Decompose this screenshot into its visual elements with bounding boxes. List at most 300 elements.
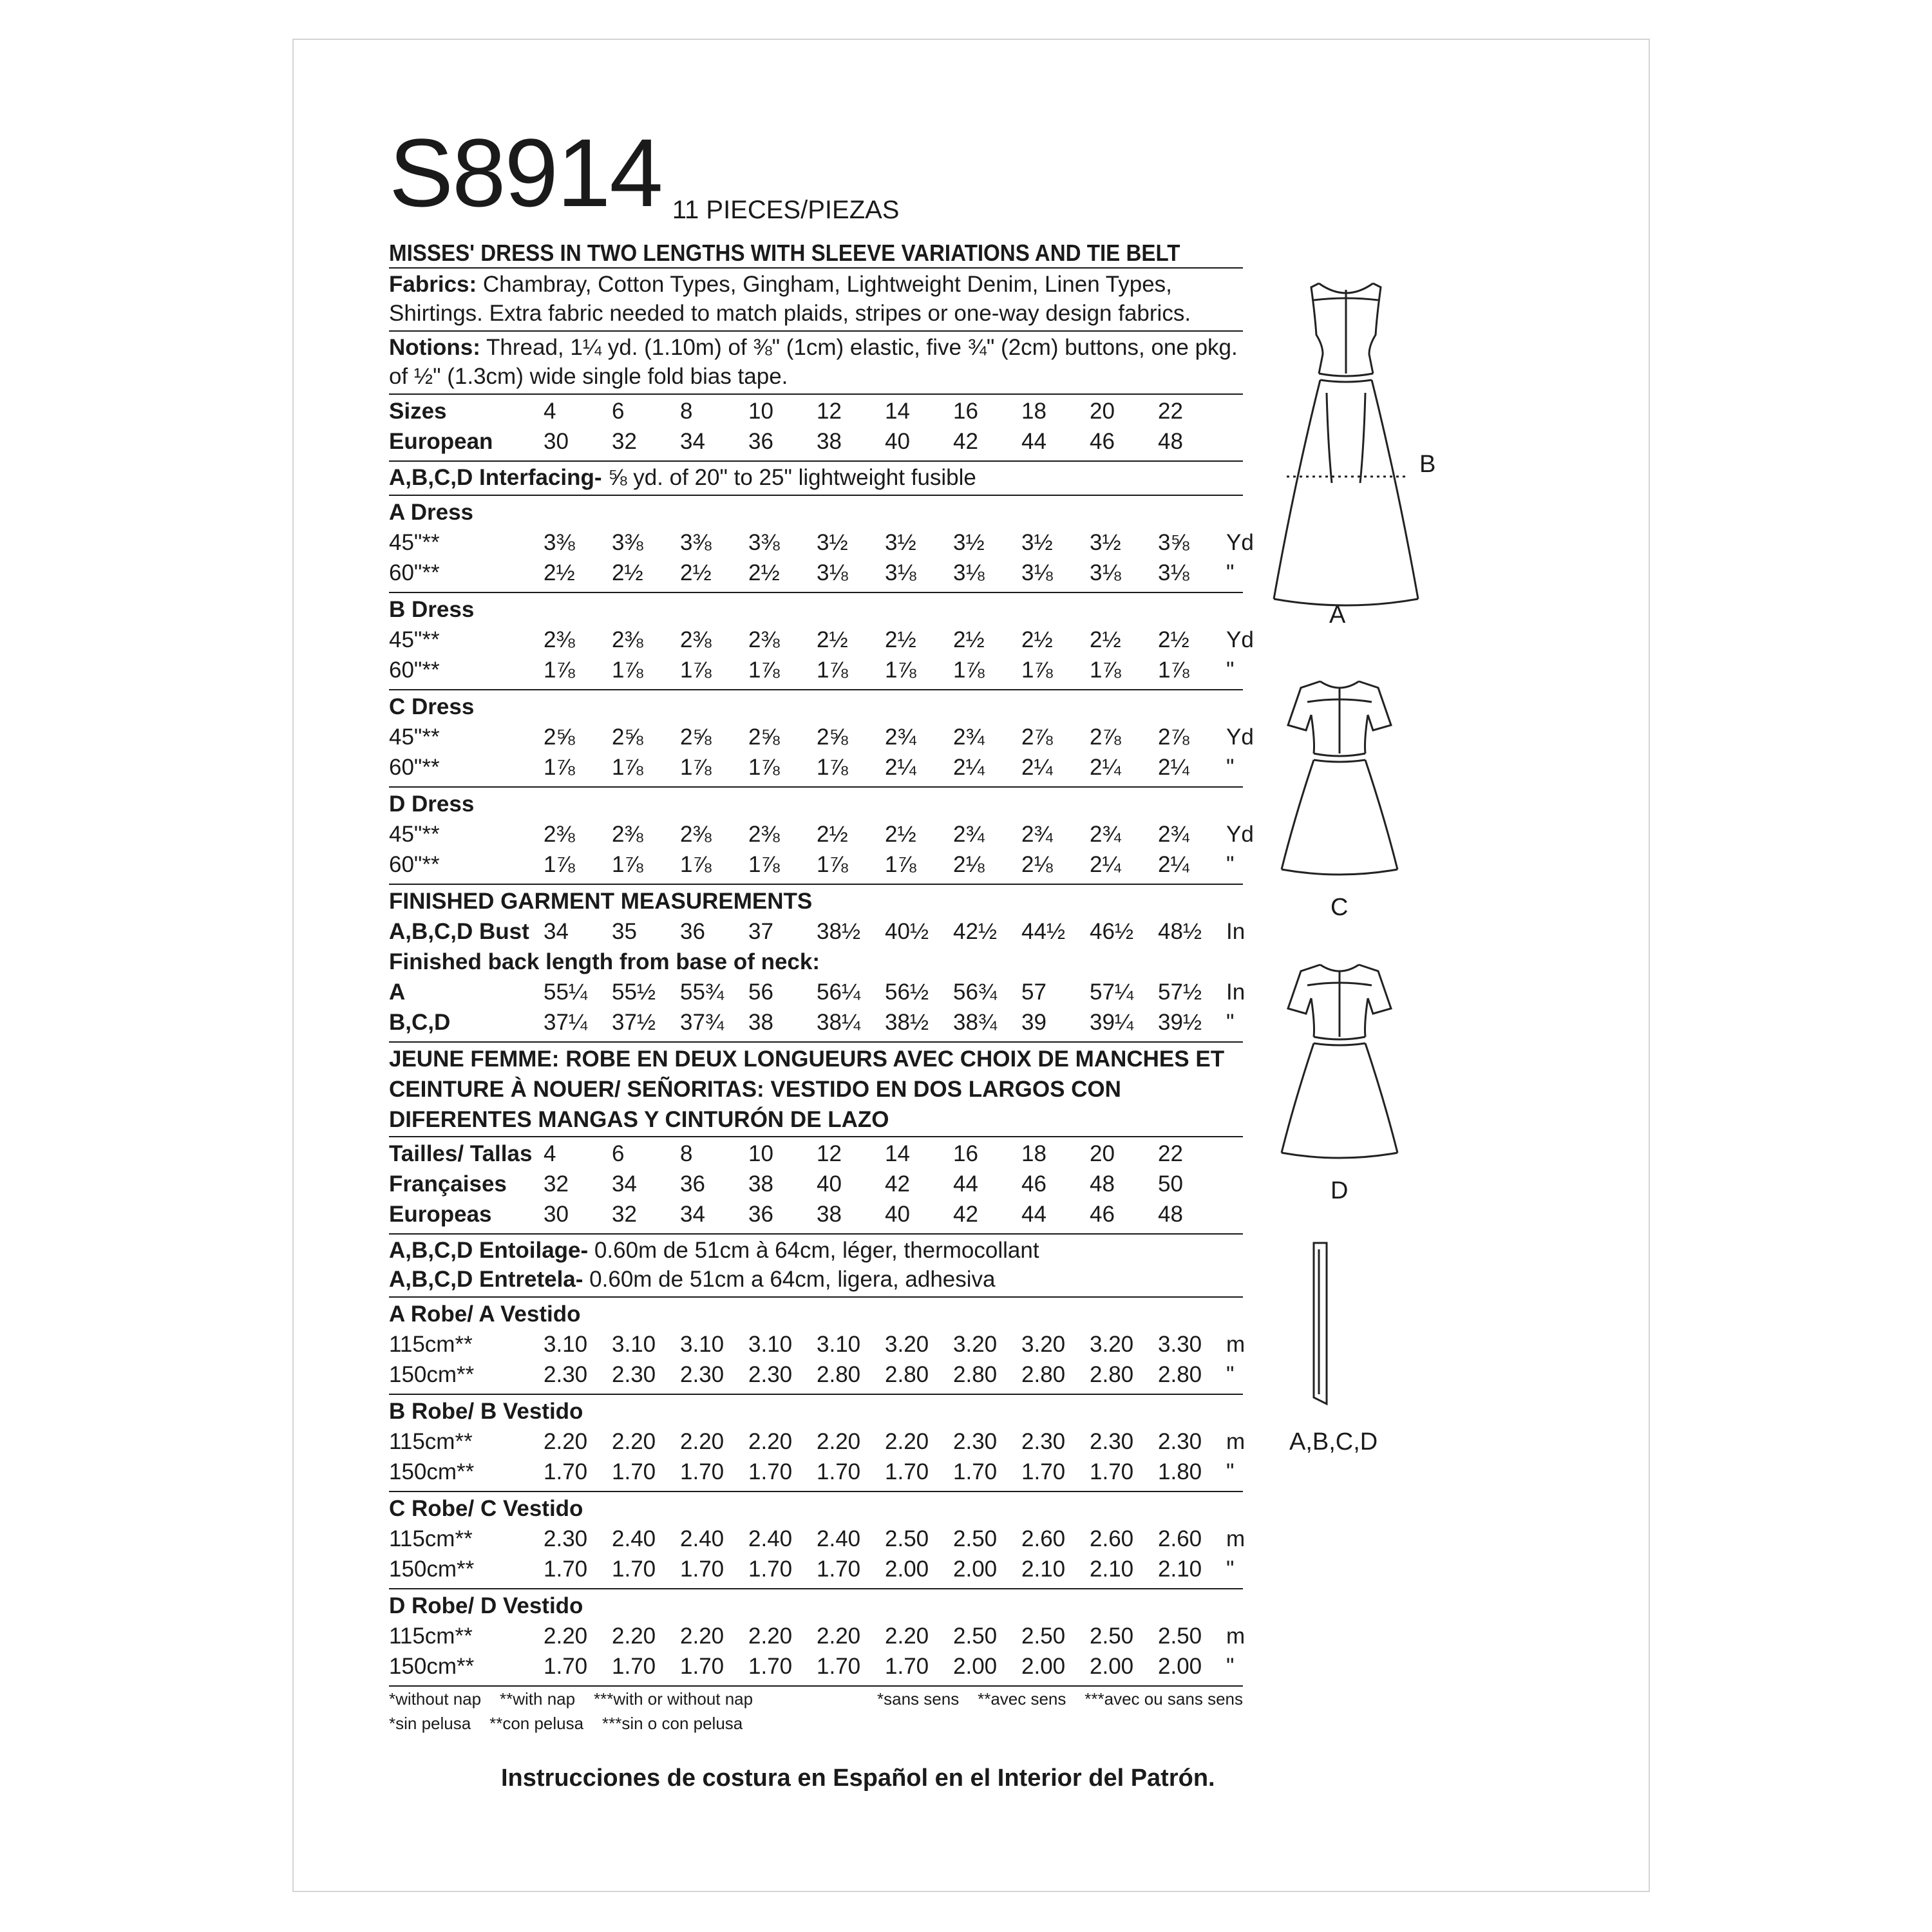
unit: Yd — [1226, 822, 1254, 847]
row-label: 150cm** — [389, 1362, 475, 1387]
cell: 2.20 — [612, 1624, 656, 1649]
cell: 2½ — [885, 822, 916, 847]
row-label: 45"** — [389, 724, 440, 750]
cell: 2¾ — [953, 724, 985, 750]
cell: 3.30 — [1158, 1332, 1202, 1357]
cell: 2.30 — [748, 1362, 793, 1387]
cell: 48 — [1158, 1202, 1183, 1227]
european-row — [389, 426, 1243, 457]
cell: 39 — [1021, 1010, 1046, 1035]
cell: 1⅞ — [544, 852, 575, 877]
fabric-width-row — [389, 1457, 1243, 1487]
cell: 44 — [1021, 1202, 1046, 1227]
cell: 1⅞ — [817, 658, 848, 683]
cell: 2.40 — [817, 1526, 861, 1551]
cell: 36 — [680, 1171, 705, 1197]
cell: 42 — [953, 429, 978, 454]
cell: 30 — [544, 1202, 569, 1227]
cell: 2¼ — [1090, 852, 1121, 877]
sizes-fr-block — [389, 1137, 1243, 1233]
cell: 1.70 — [885, 1459, 929, 1484]
cell: 2.00 — [1021, 1654, 1066, 1679]
pattern-back-envelope — [389, 118, 1254, 1736]
cell: 40 — [817, 1171, 842, 1197]
view-heading: D Dress — [389, 791, 475, 817]
row-label: 150cm** — [389, 1459, 475, 1484]
metrage-table — [389, 1298, 1243, 1687]
cell: 6 — [612, 399, 625, 424]
row-label: A — [389, 980, 406, 1005]
cell: 2¾ — [1158, 822, 1189, 847]
cell: 48 — [1090, 1171, 1115, 1197]
cell: 57 — [1021, 980, 1046, 1005]
cell: 56½ — [885, 980, 929, 1005]
cell: 2.10 — [1021, 1557, 1066, 1582]
cell: 36 — [680, 919, 705, 944]
cell: 34 — [680, 1202, 705, 1227]
fabric-group — [389, 593, 1254, 689]
row-label: European — [389, 429, 493, 454]
row-label: 150cm** — [389, 1557, 475, 1582]
cell: 2.10 — [1158, 1557, 1202, 1582]
cell: 1.70 — [612, 1459, 656, 1484]
cell: 32 — [544, 1171, 569, 1197]
cell: 30 — [544, 429, 569, 454]
cell: 2⅝ — [680, 724, 712, 750]
cell: 40½ — [885, 919, 929, 944]
cell: 3.10 — [680, 1332, 724, 1357]
cell: 1.70 — [1021, 1459, 1066, 1484]
cell: 42½ — [953, 919, 998, 944]
unit: Yd — [1226, 530, 1254, 555]
cell: 12 — [817, 399, 842, 424]
cell: 3.20 — [1090, 1332, 1134, 1357]
cell: 38¼ — [817, 1010, 861, 1035]
cell: 2⅝ — [748, 724, 780, 750]
cell: 37 — [748, 919, 773, 944]
europeas-row — [389, 1199, 1243, 1229]
cell: 2.00 — [953, 1654, 998, 1679]
cell: 2.80 — [1021, 1362, 1066, 1387]
cell: 2⅜ — [544, 627, 575, 652]
cell: 1.70 — [817, 1557, 861, 1582]
view-heading: C Robe/ C Vestido — [389, 1496, 583, 1521]
cell: 46 — [1021, 1171, 1046, 1197]
cell: 2.40 — [748, 1526, 793, 1551]
cell: 10 — [748, 1141, 773, 1166]
cell: 2½ — [1090, 627, 1121, 652]
cell: 37¾ — [680, 1010, 724, 1035]
cell: 2.00 — [953, 1557, 998, 1582]
cell: 14 — [885, 399, 910, 424]
pattern-title: MISSES' DRESS IN TWO LENGTHS WITH SLEEVE VARIATIONS AND TIE BELT — [389, 240, 1180, 266]
cell: 37½ — [612, 1010, 656, 1035]
cell: 35 — [612, 919, 637, 944]
cell: 2.20 — [885, 1624, 929, 1649]
cell: 2⅛ — [953, 852, 985, 877]
cell: 1.70 — [885, 1654, 929, 1679]
cell: 2.50 — [1158, 1624, 1202, 1649]
cell: 46½ — [1090, 919, 1134, 944]
cell: 2½ — [953, 627, 985, 652]
cell: 2¼ — [885, 755, 916, 780]
view-d-illustration — [1275, 960, 1404, 1166]
cell: 3⅛ — [1158, 560, 1189, 585]
cell: 1.70 — [544, 1654, 588, 1679]
cell: 2.30 — [544, 1526, 588, 1551]
cell: 3.20 — [953, 1332, 998, 1357]
fabric-width-row — [389, 1426, 1243, 1457]
cell: 40 — [885, 1202, 910, 1227]
cell: 2½ — [885, 627, 916, 652]
cell: 1⅞ — [680, 852, 712, 877]
cell: 2.00 — [1158, 1654, 1202, 1679]
fabric-width-row — [389, 1329, 1243, 1359]
cell: 2.80 — [953, 1362, 998, 1387]
entoilage-lines: A,B,C,D Entoilage- 0.60m de 51cm à 64cm, léger, thermocollant A,B,C,D Entretela- 0.60m de 51cm a 64cm, ligera, adhesiva — [389, 1238, 1039, 1292]
cell: 8 — [680, 1141, 693, 1166]
cell: 1.70 — [748, 1557, 793, 1582]
cell: 2½ — [612, 560, 643, 585]
unit — [1226, 1199, 1243, 1229]
cell: 1⅞ — [612, 755, 643, 780]
view-b-illustration — [1269, 277, 1423, 612]
cell: 3½ — [817, 530, 848, 555]
cell: 8 — [680, 399, 693, 424]
cell: 38¾ — [953, 1010, 998, 1035]
row-label: 60"** — [389, 852, 440, 877]
fabric-group — [389, 1298, 1243, 1394]
cell: 2.80 — [1158, 1362, 1202, 1387]
cell: 2.60 — [1090, 1526, 1134, 1551]
cell: 2¾ — [1090, 822, 1121, 847]
unit: Yd — [1226, 724, 1254, 750]
cell: 3.10 — [748, 1332, 793, 1357]
cell: 3.20 — [885, 1332, 929, 1357]
cell: 1.70 — [680, 1654, 724, 1679]
cell: 3½ — [1021, 530, 1053, 555]
fabric-width-row — [389, 752, 1243, 782]
cell: 2½ — [1158, 627, 1189, 652]
unit: " — [1226, 1654, 1235, 1679]
cell: 2⅞ — [1021, 724, 1053, 750]
cell: 14 — [885, 1141, 910, 1166]
cell: 6 — [612, 1141, 625, 1166]
french-spanish-title: JEUNE FEMME: ROBE EN DEUX LONGUEURS AVEC CHOIX DE MANCHES ET CEINTURE À NOUER/ SEÑORITAS: VESTIDO EN DOS LARGOS CON DIFERENTES MANGAS Y CINTURÓN DE LAZO — [389, 1046, 1225, 1132]
cell: 2¾ — [885, 724, 916, 750]
view-heading: D Robe/ D Vestido — [389, 1593, 583, 1618]
cell: 2.80 — [817, 1362, 861, 1387]
back-length-title: Finished back length from base of neck: — [389, 949, 820, 974]
cell: 2.30 — [544, 1362, 588, 1387]
cell: 1.70 — [1090, 1459, 1134, 1484]
row-label: 45"** — [389, 822, 440, 847]
footnote-es: *sin pelusa **con pelusa ***sin o con pelusa — [389, 1714, 743, 1733]
unit — [1226, 426, 1243, 457]
cell: 3⅝ — [1158, 530, 1189, 555]
francaises-row — [389, 1169, 1243, 1199]
cell: 1⅞ — [953, 658, 985, 683]
spanish-instructions-note: Instrucciones de costura en Español en el Interior del Patrón. — [501, 1765, 1215, 1792]
cell: 1.70 — [544, 1557, 588, 1582]
cell: 2⅜ — [748, 627, 780, 652]
cell: 2.20 — [748, 1429, 793, 1454]
cell: 1.70 — [612, 1557, 656, 1582]
cell: 50 — [1158, 1171, 1183, 1197]
back-length-bcd-row — [389, 1007, 1243, 1037]
unit: In — [1226, 919, 1245, 944]
unit — [1226, 396, 1243, 426]
view-heading: B Dress — [389, 597, 475, 622]
cell: 34 — [612, 1171, 637, 1197]
unit: " — [1226, 1557, 1235, 1582]
cell: 16 — [953, 399, 978, 424]
cell: 40 — [885, 429, 910, 454]
cell: 32 — [612, 429, 637, 454]
cell: 2.50 — [1021, 1624, 1066, 1649]
cell: 2⅝ — [544, 724, 575, 750]
cell: 2.80 — [885, 1362, 929, 1387]
cell: 3⅜ — [680, 530, 712, 555]
cell: 32 — [612, 1202, 637, 1227]
cell: 1⅞ — [680, 658, 712, 683]
cell: 2⅜ — [544, 822, 575, 847]
notions-paragraph: Notions: Thread, 1¼ yd. (1.10m) of ⅜" (1cm) elastic, five ¾" (2cm) buttons, one pkg. of ½" (1.3cm) wide single fold bias tape. — [389, 335, 1238, 389]
cell: 57½ — [1158, 980, 1202, 1005]
cell: 3½ — [953, 530, 985, 555]
fabric-width-row — [389, 722, 1254, 752]
cell: 1.70 — [612, 1654, 656, 1679]
header — [389, 118, 1243, 227]
fabric-width-row — [389, 558, 1243, 588]
row-label: 150cm** — [389, 1654, 475, 1679]
unit — [1226, 1169, 1243, 1199]
cell: 1.70 — [817, 1654, 861, 1679]
fabric-width-row — [389, 1554, 1243, 1584]
cell: 44 — [953, 1171, 978, 1197]
cell: 20 — [1090, 1141, 1115, 1166]
cell: 38 — [748, 1171, 773, 1197]
unit: " — [1226, 1459, 1235, 1484]
cell: 1⅞ — [612, 658, 643, 683]
view-label-c: C — [1331, 894, 1349, 921]
cell: 1⅞ — [748, 658, 780, 683]
cell: 36 — [748, 429, 773, 454]
unit: In — [1226, 980, 1245, 1005]
fabric-group — [389, 1492, 1243, 1588]
view-heading: A Dress — [389, 500, 473, 525]
cell: 2.20 — [748, 1624, 793, 1649]
cell: 4 — [544, 1141, 556, 1166]
cell: 2.30 — [953, 1429, 998, 1454]
cell: 55¾ — [680, 980, 724, 1005]
cell: 2¼ — [953, 755, 985, 780]
row-label: Tailles/ Tallas — [389, 1141, 533, 1166]
row-label: 45"** — [389, 530, 440, 555]
view-heading: C Dress — [389, 694, 475, 719]
fabric-group — [389, 496, 1254, 592]
cell: 3⅛ — [953, 560, 985, 585]
view-label-a: A — [1329, 601, 1346, 629]
fabric-width-row — [389, 1359, 1243, 1390]
cell: 2.50 — [953, 1624, 998, 1649]
cell: 3⅜ — [544, 530, 575, 555]
cell: 2.20 — [680, 1429, 724, 1454]
cell: 37¼ — [544, 1010, 588, 1035]
cell: 2⅜ — [612, 822, 643, 847]
cell: 56 — [748, 980, 773, 1005]
cell: 1⅞ — [885, 852, 916, 877]
row-label: Françaises — [389, 1171, 507, 1197]
fabric-width-row — [389, 625, 1254, 655]
cell: 2.20 — [817, 1624, 861, 1649]
row-label: 115cm** — [389, 1332, 473, 1357]
row-label: 115cm** — [389, 1624, 473, 1649]
cell: 3½ — [1090, 530, 1121, 555]
tailles-row — [389, 1139, 1243, 1169]
unit: " — [1226, 755, 1235, 780]
cell: 3.10 — [612, 1332, 656, 1357]
cell: 44 — [1021, 429, 1046, 454]
unit: " — [1226, 658, 1235, 683]
cell: 18 — [1021, 399, 1046, 424]
cell: 2¾ — [1021, 822, 1053, 847]
cell: 1.70 — [680, 1557, 724, 1582]
view-label-belt: A,B,C,D — [1289, 1428, 1378, 1455]
cell: 1.70 — [817, 1459, 861, 1484]
cell: 56¼ — [817, 980, 861, 1005]
cell: 1⅞ — [544, 658, 575, 683]
cell: 1⅞ — [748, 852, 780, 877]
cell: 1⅞ — [885, 658, 916, 683]
fabrics-paragraph: Fabrics: Chambray, Cotton Types, Gingham, Lightweight Denim, Linen Types, Shirtings. Extra fabric needed to match plaids, stripes or one-way design fabrics. — [389, 272, 1191, 326]
cell: 2.80 — [1090, 1362, 1134, 1387]
interfacing-line: A,B,C,D Interfacing- ⅝ yd. of 20" to 25" lightweight fusible — [389, 465, 976, 490]
fabric-group — [389, 788, 1254, 884]
row-label: B,C,D — [389, 1010, 451, 1035]
cell: 56¾ — [953, 980, 998, 1005]
row-label: 60"** — [389, 755, 440, 780]
cell: 1⅞ — [1090, 658, 1121, 683]
cell: 22 — [1158, 399, 1183, 424]
footnotes — [389, 1687, 1243, 1736]
fabric-group — [389, 690, 1254, 786]
cell: 2.50 — [885, 1526, 929, 1551]
cell: 48 — [1158, 429, 1183, 454]
row-label: A,B,C,D Bust — [389, 919, 529, 944]
bust-row — [389, 916, 1243, 947]
cell: 2⅜ — [748, 822, 780, 847]
cell: 2.30 — [612, 1362, 656, 1387]
back-length-a-row — [389, 977, 1243, 1007]
cell: 2¼ — [1021, 755, 1053, 780]
cell: 1⅞ — [817, 852, 848, 877]
cell: 2¼ — [1158, 852, 1189, 877]
row-label: Europeas — [389, 1202, 492, 1227]
cell: 2¼ — [1090, 755, 1121, 780]
cell: 2.30 — [1158, 1429, 1202, 1454]
fabric-width-row — [389, 1621, 1243, 1651]
cell: 48½ — [1158, 919, 1202, 944]
cell: 3⅛ — [817, 560, 848, 585]
cell: 2½ — [748, 560, 780, 585]
cell: 2⅝ — [612, 724, 643, 750]
cell: 2.20 — [885, 1429, 929, 1454]
cell: 38 — [817, 1202, 842, 1227]
fabric-group — [389, 1395, 1243, 1491]
cell: 42 — [885, 1171, 910, 1197]
cell: 55½ — [612, 980, 656, 1005]
cell: 1⅞ — [748, 755, 780, 780]
cell: 22 — [1158, 1141, 1183, 1166]
cell: 2.40 — [680, 1526, 724, 1551]
cell: 2.00 — [885, 1557, 929, 1582]
row-label: 115cm** — [389, 1429, 473, 1454]
cell: 2⅝ — [817, 724, 848, 750]
cell: 2⅜ — [680, 822, 712, 847]
view-heading: A Robe/ A Vestido — [389, 1302, 581, 1327]
cell: 39½ — [1158, 1010, 1202, 1035]
cell: 2⅛ — [1021, 852, 1053, 877]
cell: 38 — [748, 1010, 773, 1035]
view-label-b: B — [1419, 451, 1436, 478]
cell: 2.30 — [680, 1362, 724, 1387]
cell: 2.20 — [544, 1429, 588, 1454]
row-label: Sizes — [389, 399, 447, 424]
cell: 2.20 — [680, 1624, 724, 1649]
view-c-illustration — [1275, 676, 1404, 882]
cell: 46 — [1090, 429, 1115, 454]
cell: 38 — [817, 429, 842, 454]
cell: 42 — [953, 1202, 978, 1227]
unit: " — [1226, 852, 1235, 877]
cell: 2⅞ — [1158, 724, 1189, 750]
unit: " — [1226, 560, 1235, 585]
cell: 4 — [544, 399, 556, 424]
cell: 2.20 — [544, 1624, 588, 1649]
cell: 2.50 — [953, 1526, 998, 1551]
cell: 20 — [1090, 399, 1115, 424]
tie-belt-illustration — [1307, 1243, 1346, 1410]
row-label: 115cm** — [389, 1526, 473, 1551]
sizes-row — [389, 396, 1243, 426]
sizes-block — [389, 395, 1243, 460]
cell: 2.30 — [1021, 1429, 1066, 1454]
cell: 3⅛ — [885, 560, 916, 585]
cell: 2.50 — [1090, 1624, 1134, 1649]
cell: 2.20 — [612, 1429, 656, 1454]
cell: 1⅞ — [612, 852, 643, 877]
cell: 2.60 — [1021, 1526, 1066, 1551]
unit: Yd — [1226, 627, 1254, 652]
cell: 3½ — [885, 530, 916, 555]
finished-title: FINISHED GARMENT MEASUREMENTS — [389, 889, 813, 914]
cell: 57¼ — [1090, 980, 1134, 1005]
cell: 1.70 — [544, 1459, 588, 1484]
cell: 2.10 — [1090, 1557, 1134, 1582]
cell: 3⅛ — [1090, 560, 1121, 585]
cell: 2.30 — [1090, 1429, 1134, 1454]
unit: " — [1226, 1362, 1235, 1387]
cell: 3⅜ — [612, 530, 643, 555]
unit: " — [1226, 1010, 1235, 1035]
cell: 2½ — [817, 822, 848, 847]
cell: 3.10 — [817, 1332, 861, 1357]
unit: m — [1226, 1429, 1245, 1454]
unit: m — [1226, 1526, 1245, 1551]
finished-measurements — [389, 885, 1243, 1041]
fabric-width-row — [389, 849, 1243, 880]
